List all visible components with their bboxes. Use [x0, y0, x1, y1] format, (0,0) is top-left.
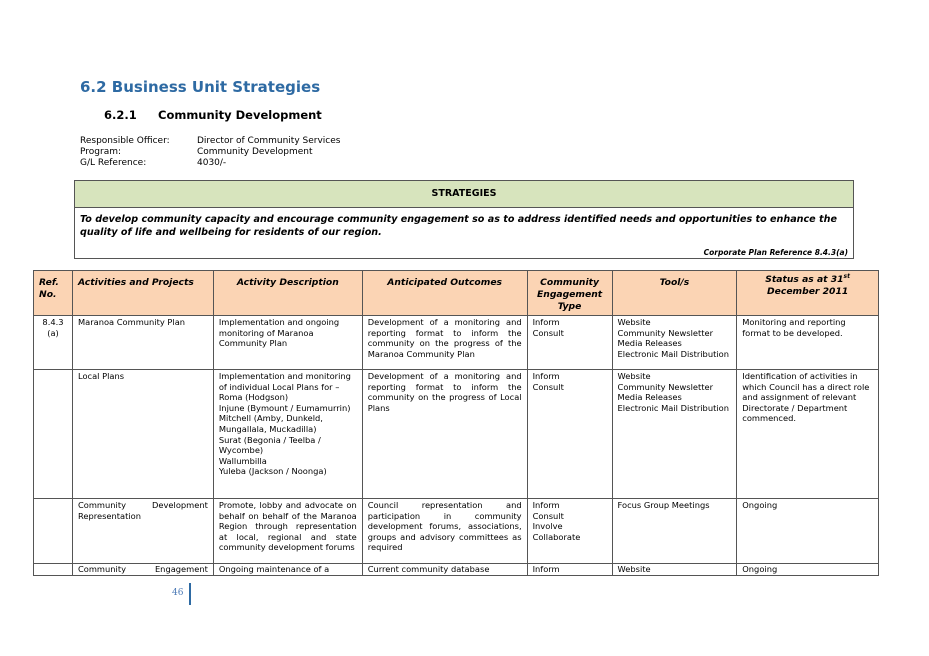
meta-label: G/L Reference:	[80, 157, 147, 168]
engagement-line: Consult	[532, 510, 564, 521]
description-line: Surat (Begonia / Teelba / Wycombe)	[218, 434, 321, 456]
description-line: Mitchell (Amby, Dunkeld, Mungallala, Muckadilla)	[218, 413, 323, 434]
status-header-sup: st	[843, 273, 850, 280]
engagement-line: Inform	[532, 317, 560, 327]
engagement-line: Collaborate	[532, 531, 581, 542]
strategies-text: To develop community capacity and encourage community engagement so as to address identified needs and opportunities to enhance the quality of life and wellbeing for residents of our region.	[80, 214, 837, 238]
cell-ref	[34, 564, 73, 576]
cell-outcomes: Development of a monitoring and reporting format to inform the community on the progress of Local Plans	[362, 370, 527, 499]
cell-tools	[612, 370, 737, 499]
description-line: Injune (Bymount / Eumamurrin)	[218, 402, 351, 413]
ref-line: 8.4.3	[42, 317, 64, 327]
table-row	[34, 564, 879, 576]
meta-block	[80, 136, 340, 168]
tool-line: Electronic Mail Distribution	[617, 402, 729, 413]
cell-activity: Community Engagement	[72, 564, 213, 576]
meta-value: 4030/-	[197, 157, 227, 168]
cell-engagement: Inform	[527, 564, 612, 576]
description-line: Wallumbilla	[218, 455, 267, 466]
cell-description: Promote, lobby and advocate on behalf on behalf of the Maranoa Region through representation at local, regional and state community development forums	[213, 499, 362, 564]
meta-row	[80, 158, 340, 169]
subsection-title: Community Development	[158, 108, 322, 122]
page-number: 46	[172, 588, 184, 598]
cell-description: Ongoing maintenance of a	[213, 564, 362, 576]
tool-line: Electronic Mail Distribution	[617, 348, 729, 359]
description-line: Implementation and monitoring of individual Local Plans for –	[218, 371, 351, 392]
meta-value: Community Development	[197, 146, 313, 157]
cell-outcomes: Current community database	[362, 564, 527, 576]
tool-line: Website	[617, 317, 651, 327]
cell-status: Identification of activities in which Council has a direct role and assignment of relevant Directorate / Department commenced.	[737, 370, 879, 499]
tool-line: Website	[617, 371, 651, 381]
cell-status: Ongoing	[737, 499, 879, 564]
cell-outcomes: Development of a monitoring and reporting format to inform the community on the progress of the Maranoa Community Plan	[362, 316, 527, 370]
cell-engagement	[527, 370, 612, 499]
col-header-description: Activity Description	[213, 271, 362, 316]
ref-line: (a)	[47, 327, 59, 338]
strategies-box	[74, 180, 854, 259]
tool-line: Community Newsletter	[617, 381, 714, 392]
table-row	[34, 499, 879, 564]
col-header-engagement: Community Engagement Type	[527, 271, 612, 316]
meta-label: Responsible Officer:	[80, 136, 170, 146]
engagement-line: Inform	[532, 371, 560, 381]
meta-label: Program:	[80, 146, 122, 157]
col-header-activities: Activities and Projects	[72, 271, 213, 316]
strategies-header: STRATEGIES	[75, 181, 853, 208]
cell-activity: Local Plans	[72, 370, 213, 499]
cell-tools	[612, 316, 737, 370]
subsection-number: 6.2.1	[104, 108, 137, 122]
status-header-text: Status as at 31	[765, 274, 844, 286]
status-header-tail: December 2011	[767, 285, 849, 297]
tool-line: Community Newsletter	[617, 327, 714, 338]
cell-status: Ongoing	[737, 564, 879, 576]
cell-description: Implementation and ongoing monitoring of Maranoa Community Plan	[213, 316, 362, 370]
cell-engagement	[527, 499, 612, 564]
cell-ref	[34, 316, 73, 370]
description-line: Roma (Hodgson)	[218, 392, 289, 403]
cell-tools: Focus Group Meetings	[612, 499, 737, 564]
meta-row	[80, 147, 340, 158]
table-row	[34, 370, 879, 499]
tool-line: Media Releases	[617, 338, 682, 349]
table-header-row	[34, 271, 879, 316]
col-header-tools: Tool/s	[612, 271, 737, 316]
corporate-plan-reference: Corporate Plan Reference 8.4.3(a)	[703, 248, 848, 257]
section-heading: 6.2 Business Unit Strategies	[80, 78, 321, 96]
cell-ref	[34, 370, 73, 499]
meta-row	[80, 136, 340, 147]
table-row	[34, 316, 879, 370]
cell-description	[213, 370, 362, 499]
col-header-ref: Ref. No.	[34, 271, 73, 316]
cell-outcomes: Council representation and participation in community development forums, associations, groups and advisory committees as required	[362, 499, 527, 564]
cell-ref	[34, 499, 73, 564]
page-number-bar	[189, 583, 191, 605]
strategies-table	[33, 270, 879, 576]
cell-status: Monitoring and reporting format to be developed.	[737, 316, 879, 370]
cell-activity: Maranoa Community Plan	[72, 316, 213, 370]
engagement-line: Consult	[532, 327, 564, 338]
meta-value: Director of Community Services	[197, 136, 341, 146]
cell-tools: Website	[612, 564, 737, 576]
col-header-status	[737, 271, 879, 316]
col-header-outcomes: Anticipated Outcomes	[362, 271, 527, 316]
engagement-line: Inform	[532, 500, 560, 510]
tool-line: Media Releases	[617, 392, 682, 403]
engagement-line: Involve	[532, 521, 563, 532]
subsection-heading	[104, 108, 322, 122]
cell-engagement	[527, 316, 612, 370]
engagement-line: Consult	[532, 381, 564, 392]
cell-activity: Community Development Representation	[72, 499, 213, 564]
description-line: Yuleba (Jackson / Noonga)	[218, 466, 327, 477]
